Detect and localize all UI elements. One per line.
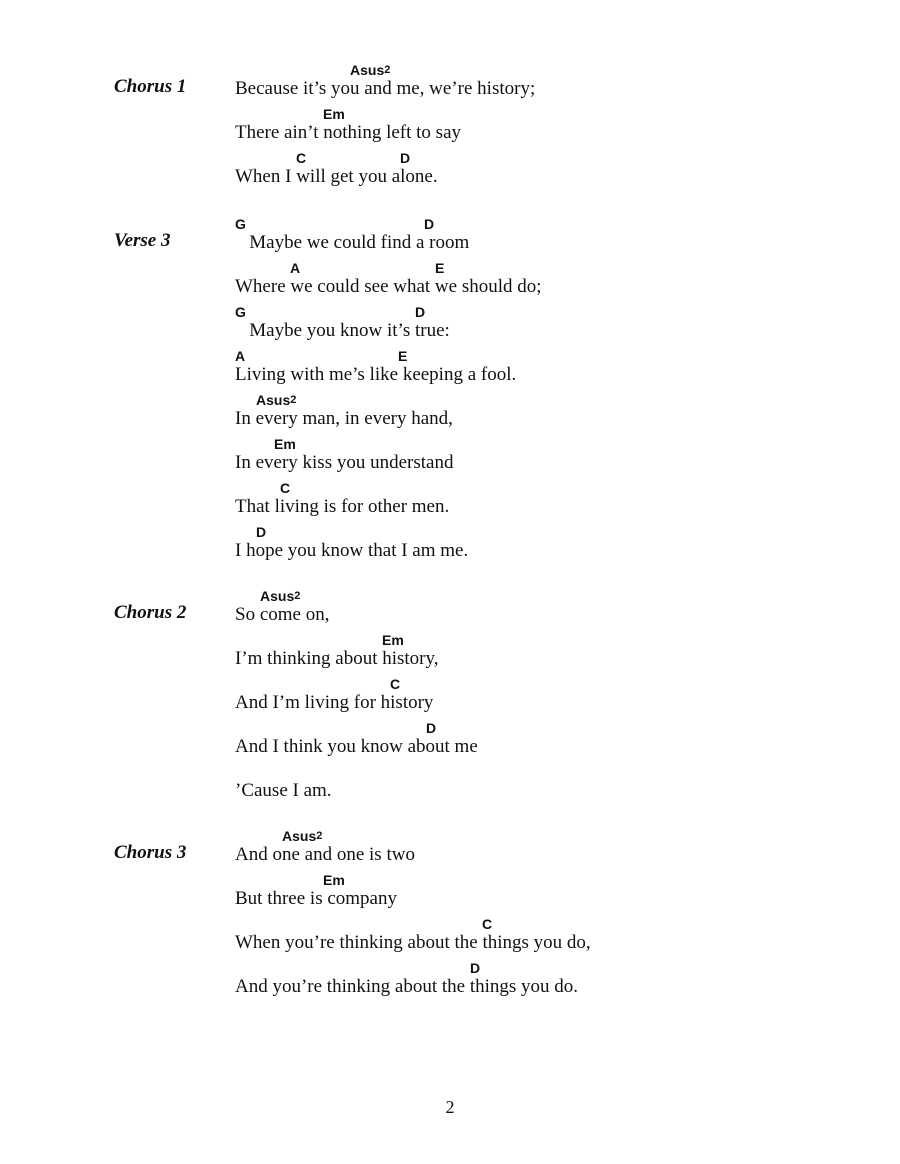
chord-symbol: A: [290, 260, 301, 276]
chord-extension: 2: [316, 830, 323, 842]
chord-symbol: Em: [323, 872, 345, 888]
chord-symbol: Em: [323, 106, 345, 122]
lyric-text: And I think you know about me: [235, 736, 478, 757]
lyric-text: And I’m living for history: [235, 692, 434, 713]
chord-symbol: D: [470, 960, 481, 976]
lyric-text: ’Cause I am.: [235, 780, 332, 801]
section-label: Chorus 2: [114, 602, 187, 623]
section-label: Verse 3: [114, 230, 171, 251]
chord-symbol: C: [280, 480, 291, 496]
chord-symbol: Em: [382, 632, 404, 648]
lyric-text: In every kiss you understand: [235, 452, 454, 473]
chord-symbol: D: [415, 304, 426, 320]
chord-symbol: D: [424, 216, 435, 232]
chord-symbol: E: [435, 260, 445, 276]
lyric-text: Where we could see what we should do;: [235, 276, 542, 297]
lyric-text: In every man, in every hand,: [235, 408, 453, 429]
section-label: Chorus 1: [114, 76, 187, 97]
chord-symbol: D: [426, 720, 437, 736]
lyric-text: When I will get you alone.: [235, 166, 438, 187]
lyric-text: Because it’s you and me, we’re history;: [235, 78, 536, 99]
chord-symbol: D: [256, 524, 267, 540]
chord-symbol: Asus2: [260, 588, 301, 604]
lyric-text: Living with me’s like keeping a fool.: [235, 364, 517, 385]
section-label: Chorus 3: [114, 842, 187, 863]
lyric-text: But three is company: [235, 888, 397, 909]
lyric-text: When you’re thinking about the things you do,: [235, 932, 591, 953]
chord-symbol: A: [235, 348, 246, 364]
chord-extension: 2: [290, 394, 297, 406]
chord-symbol: Em: [274, 436, 296, 452]
lyric-text: So come on,: [235, 604, 330, 625]
lyric-text: There ain’t nothing left to say: [235, 122, 462, 143]
lyric-text: That living is for other men.: [235, 496, 450, 517]
chord-symbol: G: [235, 216, 246, 232]
chord-symbol: C: [296, 150, 307, 166]
chord-extension: 2: [294, 590, 301, 602]
lyric-text: And one and one is two: [235, 844, 415, 865]
lyric-text: I hope you know that I am me.: [235, 540, 469, 561]
chord-symbol: C: [482, 916, 493, 932]
chord-symbol: Asus2: [350, 62, 391, 78]
chord-symbol: D: [400, 150, 411, 166]
lyric-text: I’m thinking about history,: [235, 648, 439, 669]
lyric-text: Maybe we could find a room: [235, 232, 470, 253]
chord-symbol: E: [398, 348, 408, 364]
chord-symbol: Asus2: [282, 828, 323, 844]
chord-symbol: C: [390, 676, 401, 692]
chord-symbol: G: [235, 304, 246, 320]
lyric-text: Maybe you know it’s true:: [235, 320, 450, 341]
page-number: 2: [445, 1097, 455, 1117]
chord-symbol: Asus2: [256, 392, 297, 408]
chord-extension: 2: [384, 64, 391, 76]
lyric-text: And you’re thinking about the things you do.: [235, 976, 579, 997]
